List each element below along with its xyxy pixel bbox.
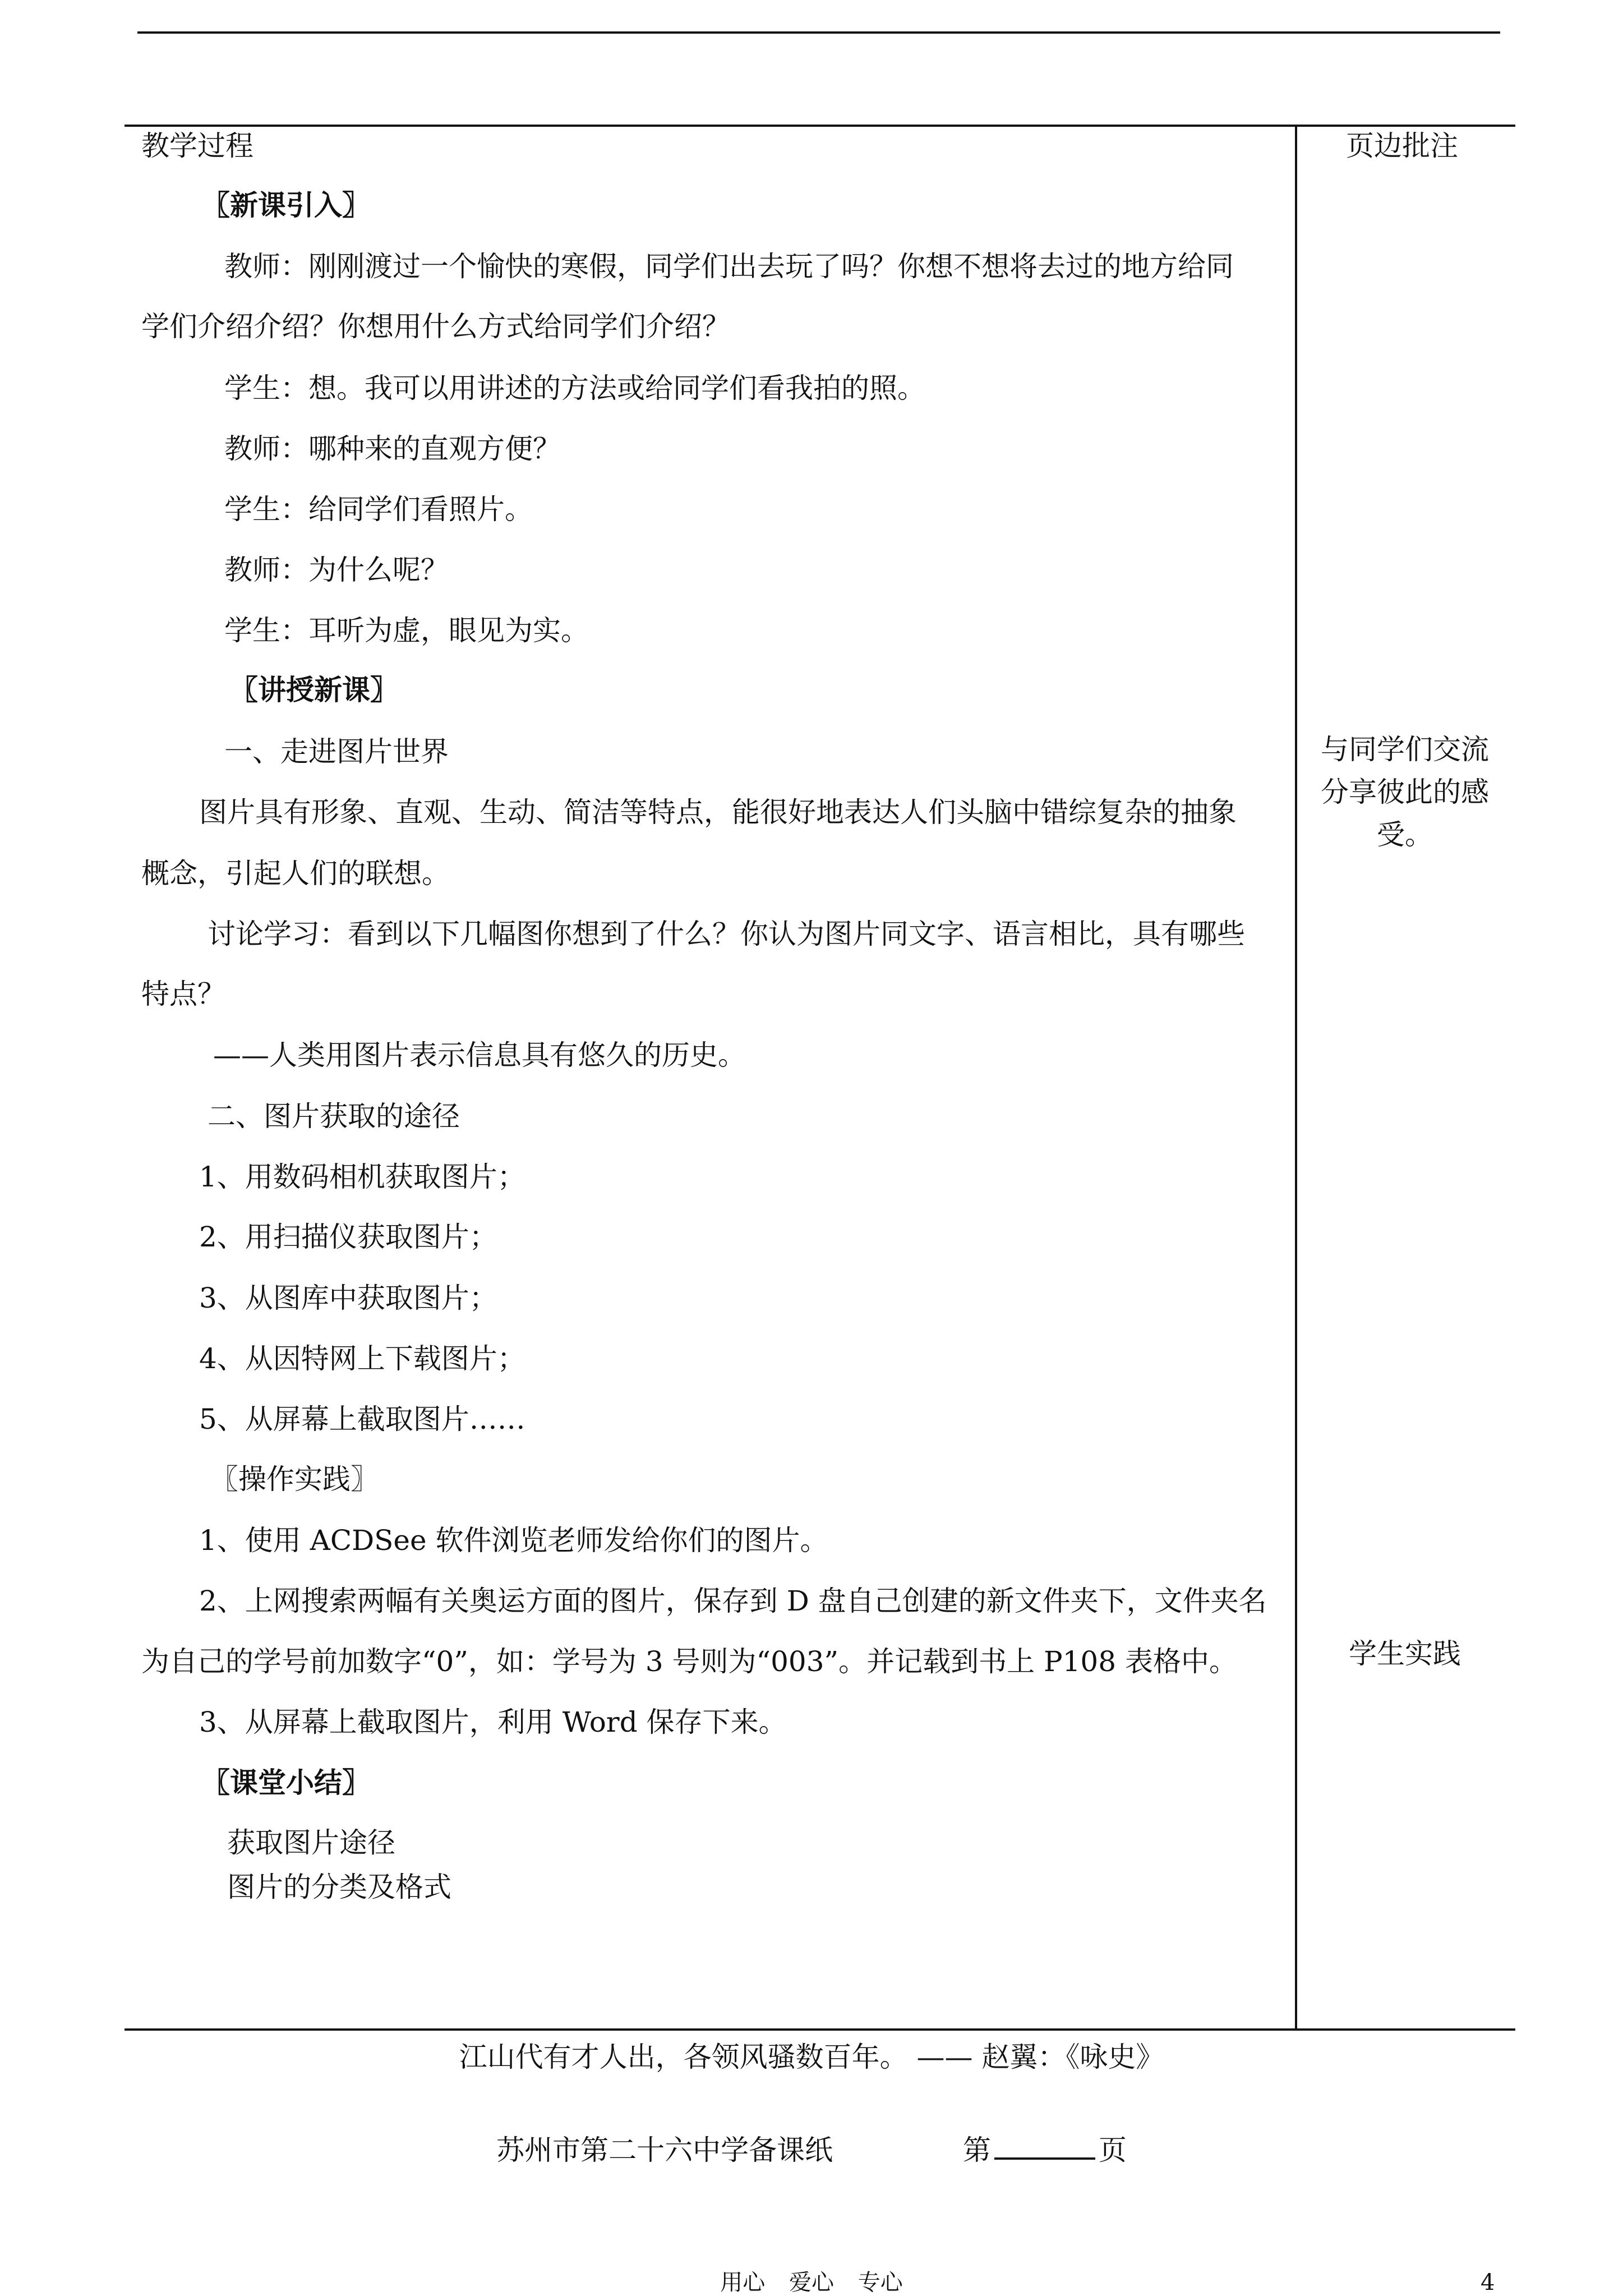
page-number-blank (994, 2129, 1095, 2160)
school-name: 苏州市第二十六中学备课纸 (496, 2134, 833, 2166)
text-line: 图片的分类及格式 (227, 1871, 451, 1903)
section-heading: 〖操作实践〗 (210, 1463, 379, 1496)
text-line: 4、从因特网上下载图片； (199, 1342, 525, 1375)
text-line: 二、图片获取的途径 (208, 1100, 460, 1133)
main-column-header: 教学过程 (141, 130, 253, 162)
footer-motto: 用心 爱心 专心 (720, 2270, 903, 2295)
footer-quote: 江山代有才人出，各领风骚数百年。 —— 赵翼：《咏史》 (459, 2041, 1164, 2073)
margin-note-line: 分享彼此的感 (1321, 776, 1489, 808)
section-heading: 〖新课引入〗 (202, 188, 370, 222)
text-line: 学生：耳听为虚，眼见为实。 (224, 614, 589, 647)
text-line: 2、用扫描仪获取图片； (199, 1221, 497, 1253)
page-number: 4 (1481, 2270, 1495, 2295)
text-line: 特点？ (141, 978, 225, 1010)
footer-school-line (0, 2129, 1623, 2167)
text-line: 为自己的学号前加数字“0”，如：学号为 3 号则为“003”。并记载到书上 P108 表格中。 (141, 1645, 1237, 1678)
margin-note-discussion (1301, 728, 1509, 856)
column-divider (1295, 125, 1297, 2031)
text-line: 2、上网搜索两幅有关奥运方面的图片，保存到 D 盘自己创建的新文件夹下，文件夹名 (199, 1585, 1267, 1617)
text-line: 一、走进图片世界 (224, 735, 449, 768)
section-heading: 〖课堂小结〗 (202, 1766, 370, 1799)
text-line: 5、从屏幕上截取图片…… (199, 1403, 525, 1435)
page-prefix: 第 (962, 2134, 991, 2166)
text-line: 图片具有形象、直观、生动、简洁等特点，能很好地表达人们头脑中错综复杂的抽象 (199, 796, 1237, 829)
margin-note-line: 与同学们交流 (1321, 733, 1489, 766)
text-line: 概念，引起人们的联想。 (141, 857, 450, 890)
text-line: 教师：刚刚渡过一个愉快的寒假，同学们出去玩了吗？你想不想将去过的地方给同 (224, 250, 1234, 283)
text-line: 讨论学习：看到以下几幅图你想到了什么？你认为图片同文字、语言相比，具有哪些 (208, 918, 1245, 950)
margin-note-practice: 学生实践 (1349, 1637, 1461, 1670)
text-line: 学生：给同学们看照片。 (224, 493, 533, 526)
side-column-header: 页边批注 (1346, 130, 1458, 162)
top-rule (137, 31, 1500, 34)
text-line: 教师：哪种来的直观方便？ (224, 432, 561, 465)
section-heading: 〖讲授新课〗 (230, 673, 398, 706)
text-line: 1、用数码相机获取图片； (199, 1161, 525, 1193)
text-line: 获取图片途径 (227, 1826, 395, 1859)
text-line: 3、从屏幕上截取图片，利用 Word 保存下来。 (199, 1706, 787, 1738)
text-line: 3、从图库中获取图片； (199, 1282, 497, 1314)
text-line: 教师：为什么呢？ (224, 554, 449, 586)
margin-note-line: 受。 (1377, 818, 1433, 851)
text-line: 学们介绍介绍？你想用什么方式给同学们介绍？ (141, 310, 730, 343)
lesson-table (125, 125, 1515, 2031)
text-line: 学生：想。我可以用讲述的方法或给同学们看我拍的照。 (224, 372, 925, 404)
text-line: 1、使用 ACDSee 软件浏览老师发给你们的图片。 (199, 1524, 828, 1557)
page-suffix: 页 (1098, 2134, 1127, 2166)
text-line: ——人类用图片表示信息具有悠久的历史。 (213, 1039, 746, 1071)
